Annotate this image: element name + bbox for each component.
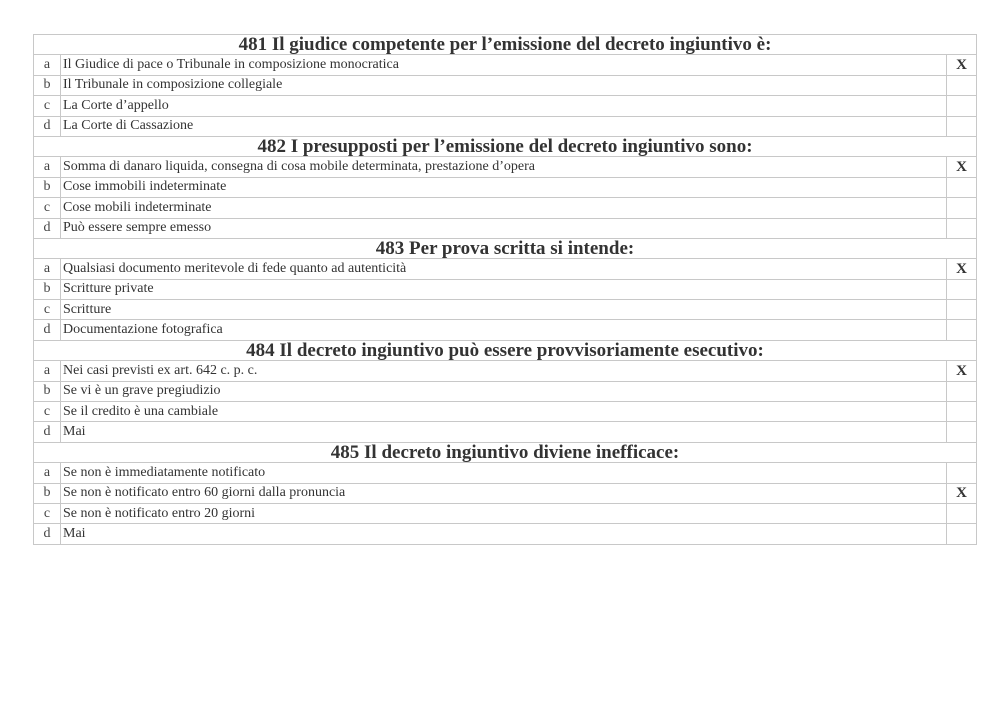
answer-letter: d bbox=[34, 422, 61, 442]
answer-mark: X bbox=[946, 55, 976, 75]
answer-letter: b bbox=[34, 381, 61, 401]
answer-text: Qualsiasi documento meritevole di fede quanto ad autenticità bbox=[61, 259, 947, 279]
answer-mark bbox=[946, 75, 976, 95]
answer-row bbox=[34, 75, 977, 95]
answer-mark bbox=[946, 300, 976, 320]
answer-row bbox=[34, 198, 977, 218]
answer-letter: b bbox=[34, 75, 61, 95]
answer-text: La Corte di Cassazione bbox=[61, 116, 947, 136]
answer-text: Scritture private bbox=[61, 279, 947, 299]
answer-mark bbox=[946, 177, 976, 197]
answer-row bbox=[34, 463, 977, 483]
answer-text: Il Tribunale in composizione collegiale bbox=[61, 75, 947, 95]
question-title: 484 Il decreto ingiuntivo può essere provvisoriamente esecutivo: bbox=[34, 340, 977, 360]
answer-mark bbox=[946, 320, 976, 340]
answer-text: Nei casi previsti ex art. 642 c. p. c. bbox=[61, 361, 947, 381]
answer-text: Documentazione fotografica bbox=[61, 320, 947, 340]
answer-row bbox=[34, 177, 977, 197]
answer-text: Se non è notificato entro 60 giorni dalla pronuncia bbox=[61, 483, 947, 503]
answer-letter: d bbox=[34, 116, 61, 136]
answer-text: Se non è immediatamente notificato bbox=[61, 463, 947, 483]
answer-letter: a bbox=[34, 463, 61, 483]
answer-mark: X bbox=[946, 157, 976, 177]
answer-row bbox=[34, 483, 977, 503]
answer-text: Il Giudice di pace o Tribunale in composizione monocratica bbox=[61, 55, 947, 75]
question-title: 485 Il decreto ingiuntivo diviene inefficace: bbox=[34, 442, 977, 462]
answer-letter: c bbox=[34, 402, 61, 422]
answer-letter: c bbox=[34, 503, 61, 523]
answer-text: Se non è notificato entro 20 giorni bbox=[61, 503, 947, 523]
answer-row bbox=[34, 96, 977, 116]
answer-letter: a bbox=[34, 55, 61, 75]
answer-row bbox=[34, 381, 977, 401]
answer-row bbox=[34, 259, 977, 279]
answer-row bbox=[34, 503, 977, 523]
answer-mark: X bbox=[946, 361, 976, 381]
answer-mark bbox=[946, 116, 976, 136]
answer-letter: b bbox=[34, 483, 61, 503]
answer-mark bbox=[946, 402, 976, 422]
question-row bbox=[34, 238, 977, 258]
answer-letter: d bbox=[34, 320, 61, 340]
answer-text: Cose mobili indeterminate bbox=[61, 198, 947, 218]
answer-row bbox=[34, 320, 977, 340]
answer-letter: c bbox=[34, 300, 61, 320]
answer-row bbox=[34, 218, 977, 238]
answer-letter: d bbox=[34, 218, 61, 238]
question-row bbox=[34, 442, 977, 462]
answer-mark bbox=[946, 463, 976, 483]
answer-row bbox=[34, 361, 977, 381]
answer-letter: d bbox=[34, 524, 61, 544]
answer-letter: c bbox=[34, 198, 61, 218]
answer-text: La Corte d’appello bbox=[61, 96, 947, 116]
answer-row bbox=[34, 402, 977, 422]
answer-text: Scritture bbox=[61, 300, 947, 320]
answer-mark bbox=[946, 218, 976, 238]
answer-text: Somma di danaro liquida, consegna di cosa mobile determinata, prestazione d’opera bbox=[61, 157, 947, 177]
answer-letter: a bbox=[34, 157, 61, 177]
answer-mark: X bbox=[946, 483, 976, 503]
question-title: 482 I presupposti per l’emissione del decreto ingiuntivo sono: bbox=[34, 136, 977, 156]
answer-row bbox=[34, 116, 977, 136]
answer-text: Mai bbox=[61, 524, 947, 544]
answer-mark bbox=[946, 198, 976, 218]
answer-text: Se il credito è una cambiale bbox=[61, 402, 947, 422]
answer-text: Cose immobili indeterminate bbox=[61, 177, 947, 197]
answer-letter: a bbox=[34, 259, 61, 279]
question-row bbox=[34, 136, 977, 156]
question-title: 481 Il giudice competente per l’emissione del decreto ingiuntivo è: bbox=[34, 35, 977, 55]
answer-mark bbox=[946, 96, 976, 116]
answer-mark bbox=[946, 381, 976, 401]
answer-row bbox=[34, 300, 977, 320]
question-row bbox=[34, 35, 977, 55]
quiz-table bbox=[33, 34, 977, 545]
answer-mark bbox=[946, 503, 976, 523]
answer-mark: X bbox=[946, 259, 976, 279]
answer-mark bbox=[946, 422, 976, 442]
answer-text: Può essere sempre emesso bbox=[61, 218, 947, 238]
answer-mark bbox=[946, 524, 976, 544]
question-row bbox=[34, 340, 977, 360]
answer-row bbox=[34, 279, 977, 299]
answer-row bbox=[34, 55, 977, 75]
answer-text: Mai bbox=[61, 422, 947, 442]
answer-letter: b bbox=[34, 279, 61, 299]
answer-row bbox=[34, 524, 977, 544]
answer-mark bbox=[946, 279, 976, 299]
answer-text: Se vi è un grave pregiudizio bbox=[61, 381, 947, 401]
answer-letter: b bbox=[34, 177, 61, 197]
question-title: 483 Per prova scritta si intende: bbox=[34, 238, 977, 258]
answer-letter: a bbox=[34, 361, 61, 381]
answer-row bbox=[34, 422, 977, 442]
answer-letter: c bbox=[34, 96, 61, 116]
answer-row bbox=[34, 157, 977, 177]
